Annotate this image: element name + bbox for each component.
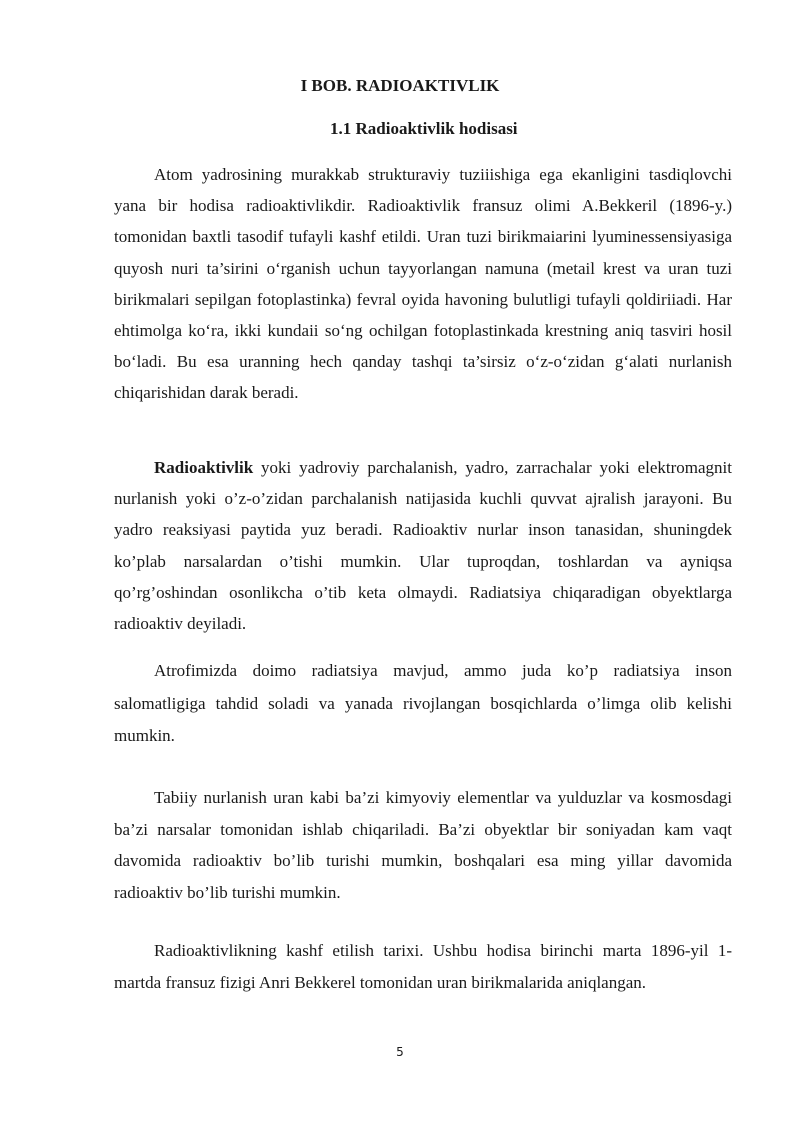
paragraph-radioactivity-definition [114, 452, 732, 639]
paragraph-radioactivity-discovery: Atom yadrosining murakkab strukturaviy tuziiishiga ega ekanligini tasdiqlovchi yana bir hodisa radioaktivlikdir. Radioaktivlik fransuz olimi A.Bekkeril (1896-y.) tomonidan baxtli tasodif tufayli kashf etildi. Uran tuzi birikmaiarini lyuminessensiyasiga quyosh nuri ta’sirini o‘rganish uchun tayyorlangan namuna (metail krest va uran tuzi birikmalari sepilgan fotoplastinka) fevral oyida havoning bulutligi tufayli qoldiriiadi. Har ehtimolga ko‘ra, ikki kundaii so‘ng ochilgan fotoplastinkada krestning aniq tasviri hosil bo‘ladi. Bu esa uranning hech qanday tashqi ta’sirsiz o‘z-o‘zidan g‘alati nurlanish chiqarishidan darak beradi. [114, 165, 732, 403]
definition-term: Radioaktivlik [154, 458, 254, 477]
paragraph-natural-radiation: Tabiiy nurlanish uran kabi ba’zi kimyoviy elementlar va yulduzlar va kosmosdagi ba’zi narsalar tomonidan ishlab chiqariladi. Ba’zi obyektlar bir soniyadan kam vaqt davomida radioaktiv bo’lib turishi mumkin, boshqalari esa ming yillar davomida radioaktiv bo’lib turishi mumkin. [114, 788, 732, 902]
page-number: 5 [396, 1045, 404, 1059]
paragraph-discovery-history: Radioaktivlikning kashf etilish tarixi. Ushbu hodisa birinchi marta 1896-yil 1-martda fransuz fizigi Anri Bekkerel tomonidan uran birikmalarida aniqlangan. [114, 941, 732, 992]
paragraph-radiation-health: Atrofimizda doimo radiatsiya mavjud, ammo juda ko’p radiatsiya inson salomatligiga tahdid soladi va yanada rivojlangan bosqichlarda o’limga olib kelishi mumkin. [114, 661, 732, 745]
chapter-title: I BOB. RADIOAKTIVLIK [300, 76, 500, 95]
section-title: 1.1 Radioaktivlik hodisasi [330, 119, 518, 138]
definition-text: yoki yadroviy parchalanish, yadro, zarrachalar yoki elektromagnit nurlanish yoki o’z-o’zidan parchalanish natijasida kuchli quvvat ajralish jarayoni. Bu yadro reaksiyasi paytida yuz beradi. Radioaktiv nurlar inson tanasidan, shuningdek ko’plab narsalardan o’tishi mumkin. Ular tuproqdan, toshlardan va ayniqsa qo’rg’oshindan osonlikcha o’tib keta olmaydi. Radiatsiya chiqaradigan obyektlarga radioaktiv deyiladi. [114, 458, 732, 634]
